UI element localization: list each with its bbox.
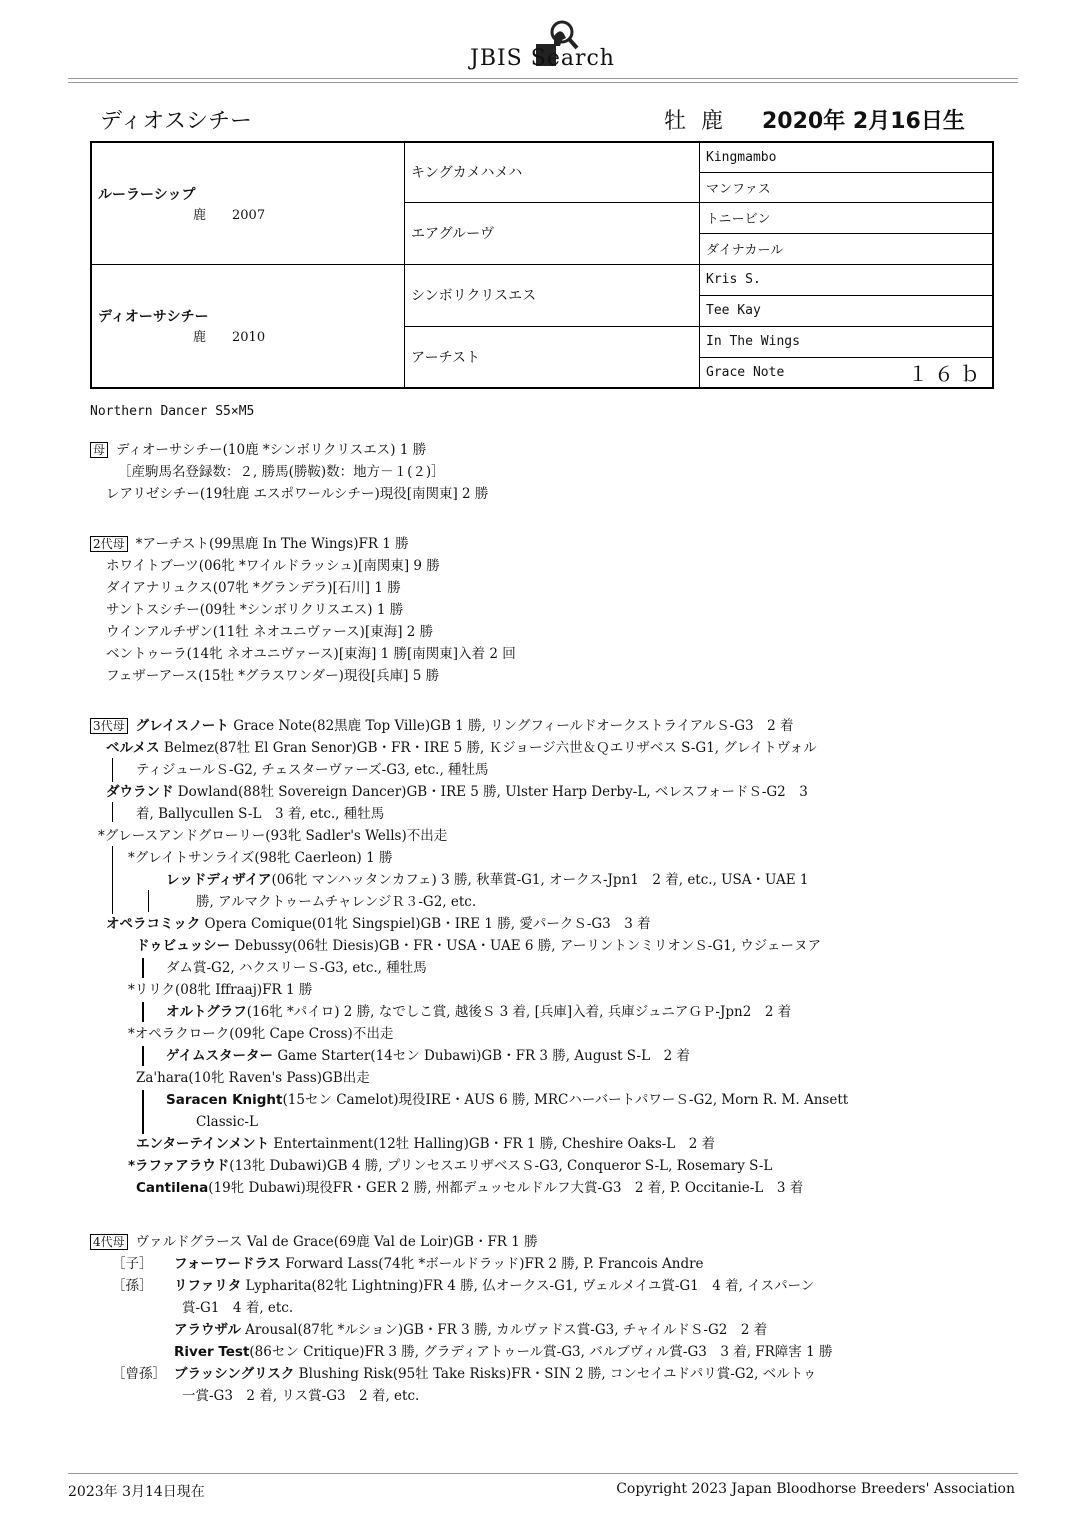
dam-dam[interactable]: アーチスト: [405, 326, 700, 388]
gen3-line-8: レッドディザイア(06牝 マンハッタンカフェ) 3 勝, 秋華賞-G1, オークス-Jpn1 2 着, etc., USA・UAE 1: [166, 872, 809, 888]
gen3-line-21: *ラファアラウド(13牝 Dubawi)GB 4 勝, プリンセスエリザベスＳ-G3, Conqueror S-L, Rosemary S-L: [128, 1158, 773, 1174]
gen2-line-5: ウインアルチザン(11牡 ネオユニヴァース)[東海] 2 勝: [106, 624, 434, 640]
gen3-line-2: ベルメス Belmez(87牡 El Gran Senor)GB・FR・IRE 5 勝, Ｋジョージ六世＆Ｑエリザベス S-G1, グレイトヴォル: [106, 740, 817, 756]
ggsire-4[interactable]: In The Wings: [700, 326, 994, 357]
gen2-line-7: フェザーアース(15牡 *グラスワンダー)現役[兵庫] 5 勝: [106, 668, 440, 684]
gen3-line-5: 着, Ballycullen S-L 3 着, etc., 種牡馬: [136, 806, 385, 822]
gen3-line-16: ゲイムスターター Game Starter(14セン Dubawi)GB・FR 3 勝, August S-L 2 着: [166, 1048, 690, 1064]
tree-line: [142, 958, 144, 978]
ggsire-1[interactable]: Kingmambo: [700, 142, 994, 172]
gen4-line-7: ブラッシングリスク Blushing Risk(95牡 Take Risks)FR・SIN 2 勝, コンセイユドパリ賞-G2, ベルトゥ: [174, 1366, 817, 1382]
ggdam-1[interactable]: マンファス: [700, 172, 994, 202]
footer-copyright: Copyright 2023 Japan Bloodhorse Breeders' Association: [616, 1481, 1015, 1497]
ggsire-3[interactable]: Kris S.: [700, 264, 994, 295]
ggsire-2[interactable]: トニービン: [700, 202, 994, 233]
gen3-line-20: エンターテインメント Entertainment(12牡 Halling)GB・FR 1 勝, Cheshire Oaks-L 2 着: [136, 1136, 716, 1152]
sire-name[interactable]: ルーラーシップ: [98, 186, 196, 203]
gen3-line-4: ダウランド Dowland(88牡 Sovereign Dancer)GB・IRE 5 勝, Ulster Harp Derby-L, ベレスフォードＳ-G2 3: [106, 784, 808, 800]
dam-tag: 母: [90, 442, 108, 458]
gen3-line-9: 勝, アルマクトゥームチャレンジＲ３-G2, etc.: [196, 894, 477, 910]
dam-name[interactable]: ディオーサシチー: [98, 309, 209, 325]
dam-line-1: 母 ディオーサシチー(10鹿 *シンボリクリスエス) 1 勝: [90, 440, 426, 460]
gen3-line-18: Saracen Knight(15セン Camelot)現役IRE・AUS 6 勝, MRCハーバートパワーＳ-G2, Morn R. M. Ansett: [166, 1092, 849, 1108]
gen3-line-13: *リリク(08牝 Iffraaj)FR 1 勝: [128, 982, 313, 998]
sire-dam[interactable]: エアグルーヴ: [405, 202, 700, 264]
gen4-line-8: 一賞-G3 2 着, リス賞-G3 2 着, etc.: [182, 1388, 420, 1404]
jbis-logo[interactable]: [470, 20, 640, 75]
ggdam-4[interactable]: Grace Note: [706, 364, 785, 380]
tree-line: [142, 1090, 144, 1134]
gen4-line-4: 賞-G1 4 着, etc.: [182, 1300, 294, 1316]
gen3-line-10: オペラコミック Opera Comique(01牝 Singspiel)GB・IRE 1 勝, 愛パークＳ-G3 3 着: [106, 916, 651, 932]
gen2-line-3: ダイアナリュクス(07牝 *グランデラ)[石川] 1 勝: [106, 580, 401, 596]
gen4-line-2: フォーワードラス Forward Lass(74牝 *ボールドラッド)FR 2 勝, P. Francois Andre: [174, 1256, 704, 1272]
ggdam-3[interactable]: Tee Kay: [700, 295, 994, 326]
tree-line: [148, 890, 149, 912]
footer-date: 2023年 3月14日現在: [68, 1484, 205, 1500]
gen4-tag: 4代母: [90, 1234, 128, 1250]
gen3-line-19: Classic-L: [196, 1114, 258, 1130]
sire-info: 鹿 2007: [193, 207, 266, 223]
logo-text: JBIS Search: [470, 46, 615, 71]
tree-line: [112, 846, 113, 914]
dam-info: 鹿 2010: [193, 330, 266, 345]
tree-line: [142, 1002, 144, 1022]
dam-cell: [91, 264, 405, 388]
gen3-line-11: ドゥビュッシー Debussy(06牡 Diesis)GB・FR・USA・UAE 6 勝, アーリントンミリオンＳ-G1, ウジェーヌア: [136, 938, 822, 954]
dam-line-2: ［産駒馬名登録数：２, 勝馬(勝鞍)数：地方－１(２)］: [118, 464, 445, 480]
gen3-tag: 3代母: [90, 718, 128, 734]
gen4-line-3: リファリタ Lypharita(82牝 Lightning)FR 4 勝, 仏オークス-G1, ヴェルメイユ賞-G1 4 着, イスパーン: [174, 1278, 815, 1294]
header-rule: [68, 78, 1018, 79]
gen4-child-label: ［子］: [112, 1256, 153, 1272]
gen4-line-6: River Test(86セン Critique)FR 3 勝, グラディアトゥール賞-G3, バルブヴィル賞-G3 3 着, FR障害 1 勝: [174, 1344, 833, 1360]
tree-line: [142, 1046, 144, 1066]
tree-line: [112, 802, 113, 822]
gen4-greatgrandchild-label: ［曾孫］: [112, 1366, 166, 1382]
header-rule-2: [68, 82, 1018, 83]
horse-sex-color: 牡 鹿: [664, 109, 727, 134]
gen3-line-12: ダム賞-G2, ハクスリーＳ-G3, etc., 種牡馬: [166, 960, 427, 976]
ggdam-4-cell: [700, 357, 994, 388]
gen2-line-6: ベントゥーラ(14牝 ネオユニヴァース)[東海] 1 勝[南関東]入着 2 回: [106, 646, 516, 662]
gen2-line-1: 2代母 *アーチスト(99黒鹿 In The Wings)FR 1 勝: [90, 534, 409, 554]
inbreeding: Northern Dancer S5×M5: [90, 404, 255, 419]
gen3-line-15: *オペラクローク(09牝 Cape Cross)不出走: [128, 1026, 394, 1042]
gen3-line-17: Za'hara(10牝 Raven's Pass)GB出走: [136, 1070, 370, 1086]
dam-sire[interactable]: シンボリクリスエス: [405, 264, 700, 326]
gen2-tag: 2代母: [90, 536, 128, 552]
tree-line: [112, 758, 113, 782]
dam-line-3: レアリゼシチー(19牡鹿 エスポワールシチー)現役[南関東] 2 勝: [106, 486, 489, 502]
gen3-line-6: *グレースアンドグローリー(93牝 Sadler's Wells)不出走: [98, 828, 448, 844]
gen3-line-22: Cantilena(19牝 Dubawi)現役FR・GER 2 勝, 州都デュッセルドルフ大賞-G3 2 着, P. Occitanie-L 3 着: [136, 1180, 804, 1196]
footer-rule: [68, 1473, 1018, 1474]
horse-name: ディオスシチー: [100, 109, 253, 134]
gen2-line-4: サントスシチー(09牡 *シンボリクリスエス) 1 勝: [106, 602, 404, 618]
gen3-line-3: ティジュールＳ-G2, チェスターヴァーズ-G3, etc., 種牡馬: [136, 762, 489, 778]
sire-cell: [91, 142, 405, 264]
gen2-line-2: ホワイトブーツ(06牝 *ワイルドラッシュ)[南関東] 9 勝: [106, 558, 440, 574]
gen4-grandchild-label: ［孫］: [112, 1278, 153, 1294]
family-number: １６ｂ: [908, 361, 986, 386]
pedigree-table: [90, 141, 994, 389]
sire-sire[interactable]: キングカメハメハ: [405, 142, 700, 202]
gen3-line-1: 3代母 グレイスノート Grace Note(82黒鹿 Top Ville)GB 1 勝, リングフィールドオークストライアルＳ-G3 2 着: [90, 716, 793, 736]
gen4-line-5: アラウザル Arousal(87牝 *ルション)GB・FR 3 勝, カルヴァドス賞-G3, チャイルドＳ-G2 2 着: [174, 1322, 768, 1338]
gen3-line-7: *グレイトサンライズ(98牝 Caerleon) 1 勝: [128, 850, 393, 866]
horse-birthdate: 2020年 2月16日生: [762, 109, 965, 134]
gen3-line-14: オルトグラフ(16牝 *パイロ) 2 勝, なでしこ賞, 越後Ｓ 3 着, [兵庫]入着, 兵庫ジュニアＧＰ-Jpn2 2 着: [166, 1004, 792, 1020]
ggdam-2[interactable]: ダイナカール: [700, 233, 994, 264]
gen4-line-1: 4代母 ヴァルドグラース Val de Grace(69鹿 Val de Loir)GB・FR 1 勝: [90, 1232, 538, 1252]
